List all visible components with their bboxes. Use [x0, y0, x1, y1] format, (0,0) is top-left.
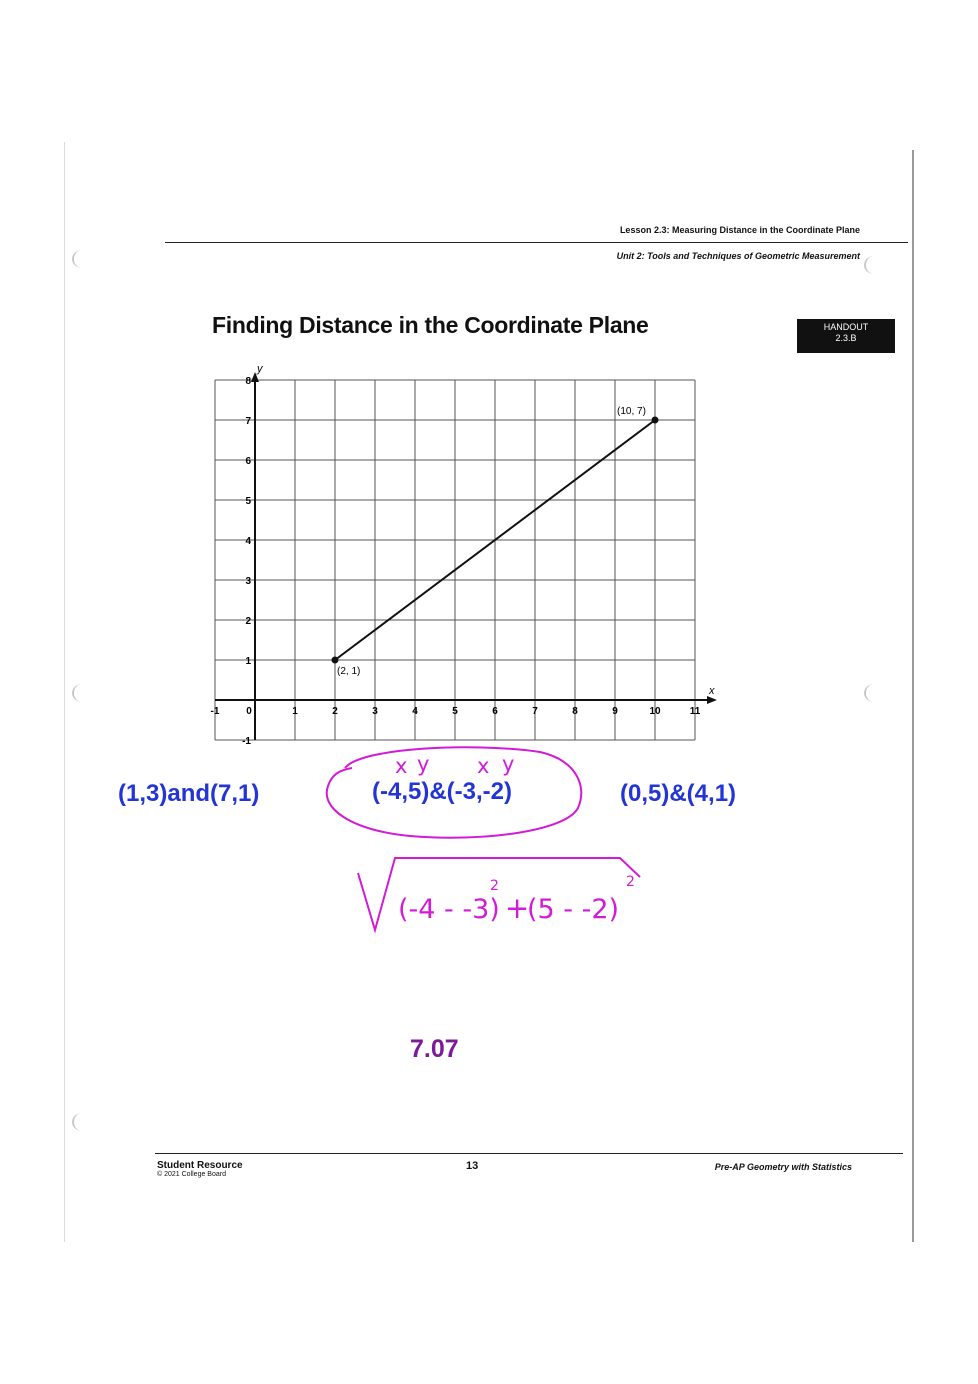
page-number: 13	[466, 1160, 479, 1172]
y-tick-label: 1	[245, 656, 251, 667]
footer-copyright: © 2021 College Board	[157, 1171, 226, 1178]
footer-course: Pre-AP Geometry with Statistics	[714, 1162, 852, 1172]
x-tick-label: -1	[210, 706, 220, 717]
answer-value: 7.07	[410, 1035, 459, 1063]
x-tick-label: 2	[332, 706, 338, 717]
x-tick-label: 4	[412, 706, 418, 717]
exponent-1: 2	[490, 878, 499, 894]
x-annotation-1: x	[395, 754, 408, 778]
exponent-2: 2	[626, 874, 635, 890]
footer-resource	[157, 1160, 243, 1178]
y-tick-label: 8	[245, 376, 251, 387]
y-tick-label: 7	[245, 416, 251, 427]
x-tick-label: 8	[572, 706, 578, 717]
point-pair-1: (1,3)and(7,1)	[118, 780, 260, 807]
x-tick-label: 3	[372, 706, 378, 717]
y-annotation-1: y	[417, 752, 430, 776]
formula-term-1: (-4 - -3)	[398, 894, 500, 925]
y-annotation-2: y	[502, 752, 515, 776]
x-tick-label: 0	[246, 706, 252, 717]
x-tick-label: 9	[612, 706, 618, 717]
lesson-header: Lesson 2.3: Measuring Distance in the Coordinate Plane	[619, 225, 860, 235]
x-tick-label: 5	[452, 706, 458, 717]
page-title: Finding Distance in the Coordinate Plane	[212, 312, 649, 338]
y-axis-label: y	[257, 363, 263, 375]
x-tick-label: 7	[532, 706, 538, 717]
y-tick-label: 6	[245, 456, 251, 467]
handout-number: 2.3.B	[835, 333, 857, 343]
formula-plus: +	[505, 891, 530, 925]
x-tick-label: 6	[492, 706, 498, 717]
x-axis-label: x	[709, 685, 715, 697]
point-label: (2, 1)	[337, 666, 361, 677]
y-tick-label: -1	[242, 736, 251, 745]
point-pair-2: (-4,5)&(-3,-2)	[372, 778, 513, 805]
y-tick-label: 4	[245, 536, 251, 547]
y-tick-label: 2	[245, 616, 251, 627]
unit-header: Unit 2: Tools and Techniques of Geometric Measurement	[616, 251, 860, 261]
x-tick-label: 10	[649, 706, 661, 717]
x-tick-label: 1	[292, 706, 298, 717]
x-annotation-2: x	[477, 754, 490, 778]
y-tick-label: 5	[245, 496, 251, 507]
formula-term-2: (5 - -2)	[527, 894, 620, 925]
highlight-circle	[327, 747, 582, 837]
footer-divider	[155, 1153, 903, 1154]
y-tick-label: 3	[245, 576, 251, 587]
point-label: (10, 7)	[617, 406, 646, 417]
handout-label: HANDOUT	[823, 322, 869, 332]
x-tick-label: 11	[689, 706, 701, 717]
footer-resource-label: Student Resource	[157, 1160, 243, 1171]
point-pair-3: (0,5)&(4,1)	[620, 780, 737, 807]
